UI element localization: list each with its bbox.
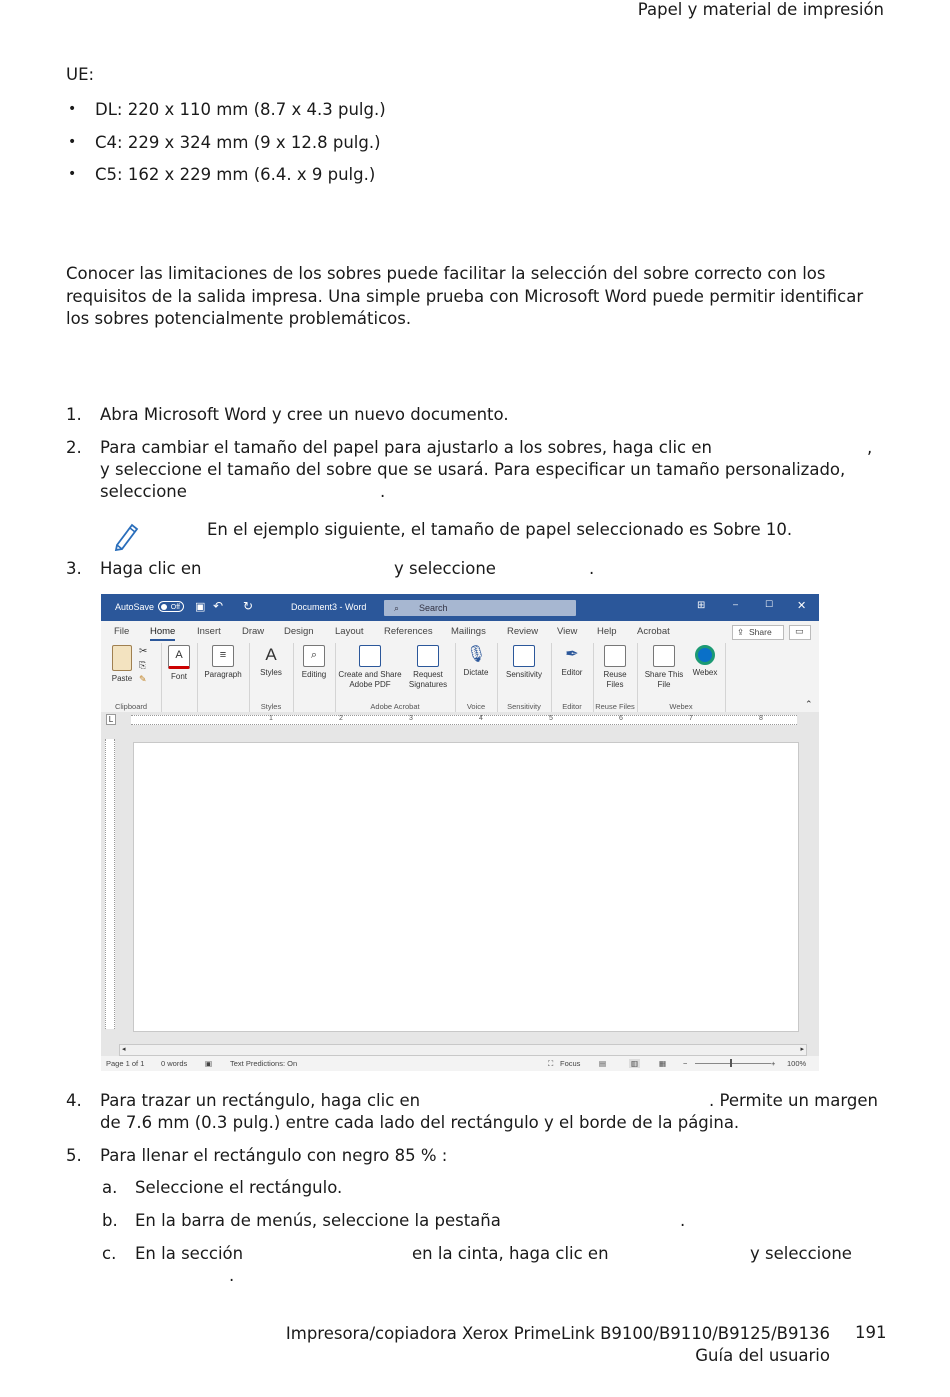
focus-icon[interactable]: ⛶	[548, 1059, 554, 1068]
share-button[interactable]	[732, 625, 784, 640]
bullet: •	[68, 166, 77, 182]
substep-text: En la barra de menús, seleccione la pestaña	[135, 1211, 501, 1230]
zoom-slider-thumb[interactable]	[730, 1059, 732, 1067]
styles-button[interactable]	[255, 645, 287, 677]
list-item: C5: 162 x 229 mm (6.4. x 9 pulg.)	[95, 165, 376, 184]
group-voice	[455, 643, 498, 712]
group-paragraph	[197, 643, 250, 712]
font-button[interactable]	[167, 645, 191, 681]
tab-layout[interactable]: Layout	[335, 626, 364, 637]
horizontal-ruler	[101, 712, 819, 726]
comments-button[interactable]	[789, 625, 811, 640]
step-number: 5.	[66, 1146, 82, 1165]
word-count[interactable]: 0 words	[161, 1059, 188, 1068]
autosave-label: AutoSave	[115, 602, 155, 612]
substep-letter: a.	[102, 1178, 118, 1197]
group-editor	[551, 643, 594, 712]
tab-file[interactable]: File	[114, 626, 130, 637]
copy-icon[interactable]: ⎘	[139, 660, 147, 670]
close-icon[interactable]: ✕	[797, 600, 807, 612]
step-number: 2.	[66, 438, 82, 457]
tab-review[interactable]: Review	[507, 626, 539, 637]
tab-home[interactable]: Home	[150, 626, 175, 641]
group-reuse-files	[593, 643, 638, 712]
web-layout-icon[interactable]: ▦	[659, 1059, 667, 1068]
paste-button[interactable]	[109, 645, 135, 683]
search-icon: ⌕	[394, 603, 400, 613]
bullet: •	[68, 101, 77, 117]
minimize-icon[interactable]: –	[733, 599, 739, 609]
ruler-number: 5	[549, 715, 553, 722]
running-header: Papel y material de impresión	[637, 0, 884, 19]
editing-label: Editing	[301, 670, 327, 679]
text-predictions[interactable]: Text Predictions: On	[230, 1059, 298, 1068]
maximize-icon[interactable]: ☐	[765, 599, 774, 609]
ruler-scale	[131, 715, 797, 725]
styles-label: Styles	[260, 668, 282, 677]
search-box[interactable]	[384, 600, 576, 616]
paste-label: Paste	[111, 674, 133, 683]
sensitivity-label: Sensitivity	[505, 670, 542, 679]
substep-text: En la sección	[135, 1244, 244, 1263]
sensitivity-button[interactable]	[499, 645, 549, 679]
substep-text: .	[680, 1211, 686, 1230]
create-pdf-label: Create and Share Adobe PDF	[338, 670, 402, 689]
list-item: DL: 220 x 110 mm (8.7 x 4.3 pulg.)	[95, 100, 386, 119]
scissors-icon[interactable]: ✂	[139, 646, 148, 657]
undo-icon[interactable]: ↶	[213, 599, 224, 613]
step-number: 4.	[66, 1091, 82, 1110]
substep-text: y seleccione	[750, 1244, 852, 1263]
step-text: Para cambiar el tamaño del papel para ajustarlo a los sobres, haga clic en	[100, 438, 712, 457]
step-text: seleccione	[100, 482, 187, 501]
tab-selector-icon[interactable]: L	[106, 714, 116, 725]
group-font	[161, 643, 198, 712]
word-screenshot	[101, 594, 819, 1071]
ribbon-display-icon[interactable]: ⊞	[697, 600, 706, 611]
editor-pen-icon: ✒	[565, 646, 579, 663]
substep-letter: b.	[102, 1211, 118, 1230]
collapse-ribbon-icon[interactable]: ⌃	[805, 699, 813, 709]
list-item: C4: 229 x 324 mm (9 x 12.8 pulg.)	[95, 133, 381, 152]
group-label: Sensitivity	[507, 702, 541, 711]
paragraph-button[interactable]	[199, 645, 247, 679]
group-label: Webex	[669, 702, 693, 711]
find-icon: ⌕	[303, 645, 325, 667]
horizontal-scrollbar[interactable]	[119, 1044, 807, 1056]
substep-text: en la cinta, haga clic en	[412, 1244, 609, 1263]
eu-label: UE:	[66, 65, 95, 84]
zoom-level[interactable]: 100%	[787, 1059, 807, 1068]
group-label: Clipboard	[114, 702, 148, 711]
title-bar	[101, 594, 819, 621]
tab-mailings[interactable]: Mailings	[451, 626, 486, 637]
ruler-number: 6	[619, 715, 623, 722]
intro-paragraph: Conocer las limitaciones de los sobres puede facilitar la selección del sobre correcto con los requisitos de la salida impresa. Una simple prueba con Microsoft Word puede permitir identificar los sobres potencialmente problemáticos.	[66, 264, 864, 328]
tab-view[interactable]: View	[557, 626, 578, 637]
print-layout-icon[interactable]: ▥	[631, 1059, 639, 1068]
request-signatures-label: Request Signatures	[408, 670, 448, 689]
zoom-slider[interactable]	[695, 1063, 771, 1064]
group-adobe-acrobat	[335, 643, 456, 712]
group-editing	[293, 643, 336, 712]
substep-text: .	[229, 1266, 235, 1285]
step-number: 3.	[66, 559, 82, 578]
step-text: Haga clic en	[100, 559, 202, 578]
bullet: •	[68, 134, 77, 150]
status-bar	[101, 1056, 819, 1071]
step-text: ,	[867, 438, 873, 457]
group-styles	[249, 643, 294, 712]
paragraph-icon: ≡	[212, 645, 234, 667]
ruler-number: 3	[409, 715, 413, 722]
footer-product: Impresora/copiadora Xerox PrimeLink B9100/B9110/B9125/B9136	[285, 1324, 830, 1343]
ruler-number: 8	[759, 715, 763, 722]
scroll-right-icon[interactable]: ▸	[800, 1046, 804, 1053]
dictate-button[interactable]	[459, 645, 493, 677]
group-label: Editor	[562, 702, 582, 711]
group-label: Styles	[260, 702, 282, 711]
ruler-number: 1	[269, 715, 273, 722]
font-label: Font	[170, 672, 187, 681]
note-text: En el ejemplo siguiente, el tamaño de papel seleccionado es Sobre 10.	[207, 520, 793, 539]
autosave-toggle[interactable]: Off	[158, 601, 184, 612]
pdf-icon	[359, 645, 381, 667]
share-this-file-button[interactable]	[641, 645, 687, 690]
step-text: de 7.6 mm (0.3 pulg.) entre cada lado del rectángulo y el borde de la página.	[100, 1113, 740, 1132]
ruler-number: 2	[339, 715, 343, 722]
footer-guide: Guía del usuario	[695, 1346, 830, 1365]
comment-icon: ▭	[795, 626, 804, 636]
tab-design[interactable]: Design	[284, 626, 314, 637]
group-clipboard	[101, 643, 162, 712]
share-icon: ⇪	[737, 627, 745, 637]
share-this-file-label: Share This File	[644, 670, 684, 689]
editing-button[interactable]	[296, 645, 332, 679]
redo-icon[interactable]: ↻	[243, 599, 254, 613]
scroll-left-icon[interactable]: ◂	[122, 1046, 126, 1053]
step-text: y seleccione el tamaño del sobre que se usará. Para especificar un tamaño personalizado,	[100, 460, 846, 479]
sensitivity-icon	[513, 645, 535, 667]
step-number: 1.	[66, 405, 82, 424]
editor-label: Editor	[561, 668, 583, 677]
webex-label: Webex	[692, 668, 718, 677]
ribbon	[101, 643, 819, 713]
zoom-out-icon[interactable]: −	[683, 1059, 688, 1068]
proofing-icon[interactable]: ▣	[205, 1059, 213, 1068]
share-file-icon	[653, 645, 675, 667]
step-text: . Permite un margen	[709, 1091, 878, 1110]
reuse-files-icon	[604, 645, 626, 667]
clipboard-icon	[112, 645, 132, 671]
step-text: Para trazar un rectángulo, haga clic en	[100, 1091, 421, 1110]
webex-button[interactable]	[689, 645, 721, 677]
font-color-icon: A	[168, 645, 190, 669]
microphone-icon: 🎙	[466, 646, 487, 663]
ruler-number: 4	[479, 715, 483, 722]
webex-icon	[695, 645, 715, 665]
share-label: Share	[749, 627, 772, 637]
step-text: Para llenar el rectángulo con negro 85 % :	[100, 1146, 448, 1165]
create-pdf-button[interactable]	[337, 645, 403, 690]
vertical-ruler	[105, 739, 115, 1029]
read-mode-icon[interactable]: ▤	[599, 1059, 607, 1068]
step-text: .	[589, 559, 595, 578]
tab-references[interactable]: References	[384, 626, 433, 637]
request-signatures-button[interactable]	[405, 645, 451, 690]
tab-insert[interactable]: Insert	[197, 626, 221, 637]
paragraph-label: Paragraph	[204, 670, 242, 679]
search-placeholder: Search	[419, 603, 448, 613]
editor-button[interactable]	[555, 645, 589, 677]
reuse-files-label: Reuse Files	[603, 670, 627, 689]
page-count[interactable]: Page 1 of 1	[106, 1059, 145, 1068]
styles-icon: A	[265, 645, 277, 664]
save-icon[interactable]: ▣	[195, 601, 206, 613]
group-label: Adobe Acrobat	[370, 702, 420, 711]
tab-help[interactable]: Help	[597, 626, 617, 637]
tab-draw[interactable]: Draw	[242, 626, 265, 637]
pencil-icon	[112, 519, 142, 551]
ruler-number: 7	[689, 715, 693, 722]
page-number: 191	[855, 1323, 887, 1342]
zoom-in-icon[interactable]: +	[771, 1059, 776, 1068]
substep-text: Seleccione el rectángulo.	[135, 1178, 343, 1197]
step-text: Abra Microsoft Word y cree un nuevo documento.	[100, 405, 509, 424]
document-page[interactable]	[133, 742, 799, 1032]
focus-label[interactable]: Focus	[560, 1059, 581, 1068]
group-label: Voice	[466, 702, 486, 711]
dictate-label: Dictate	[463, 668, 489, 677]
substep-letter: c.	[102, 1244, 117, 1263]
signature-icon	[417, 645, 439, 667]
step-text: .	[380, 482, 386, 501]
group-label: Reuse Files	[595, 702, 635, 711]
tab-acrobat[interactable]: Acrobat	[637, 626, 670, 637]
document-title: Document3 - Word	[291, 602, 367, 612]
ribbon-tabs	[101, 621, 819, 643]
group-sensitivity	[497, 643, 552, 712]
reuse-files-button[interactable]	[597, 645, 633, 690]
step-text: y seleccione	[394, 559, 496, 578]
format-painter-icon[interactable]: ✎	[139, 674, 147, 684]
group-webex	[637, 643, 726, 712]
